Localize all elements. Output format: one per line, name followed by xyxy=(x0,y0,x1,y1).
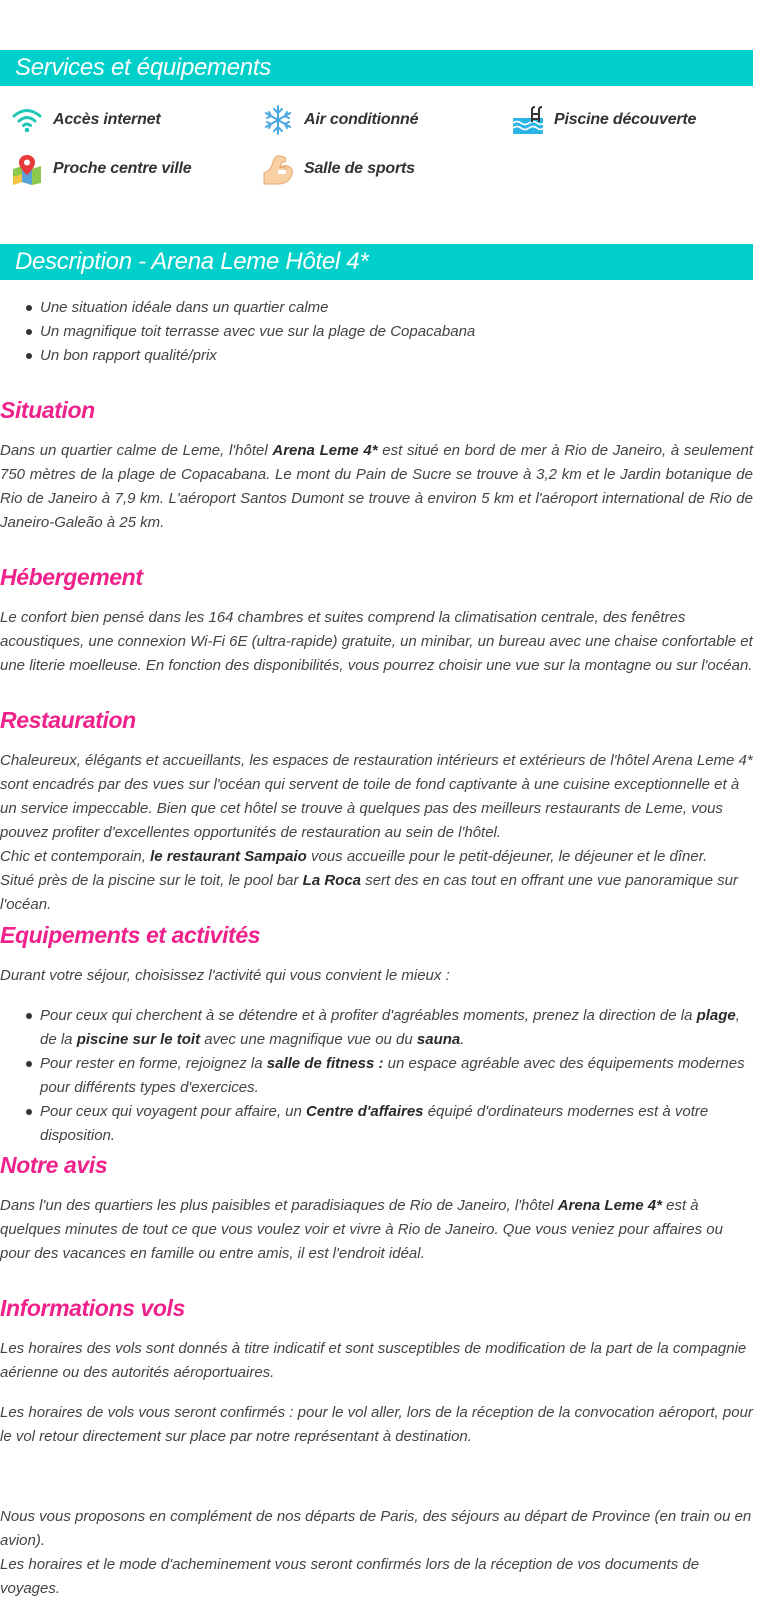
vols-paragraph-3: Nous vous proposons en complément de nos départs de Paris, des séjours au départ de Province (en train ou en avion). Les horaires et le mode d'acheminement vous seront confirmés lors de la réception de vos documents de voyages. xyxy=(0,1508,752,1597)
description-bullet-list xyxy=(0,296,758,368)
vols-heading: Informations vols xyxy=(0,1295,185,1321)
avis-paragraph: Dans l'un des quartiers les plus paisibles et paradisiaques de Rio de Janeiro, l'hôtel Arena Leme 4* est à quelques minutes de tout ce que vous voulez voir et vivre à Rio de Janeiro. Que vous veniez pour affaires ou pour des vacances en famille ou entre amis, il est l'endroit idéal. xyxy=(0,1197,723,1262)
equipements-bullet-list xyxy=(0,1004,758,1148)
wifi-icon xyxy=(11,104,43,136)
list-item: Pour ceux qui voyagent pour affaire, un Centre d'affaires équipé d'ordinateurs modernes est à votre disposition. xyxy=(40,1100,758,1148)
service-label: Air conditionné xyxy=(304,111,419,128)
list-item: Un magnifique toit terrasse avec vue sur la plage de Copacabana xyxy=(40,320,758,344)
list-item: Pour ceux qui cherchent à se détendre et à profiter d'agréables moments, prenez la direction de la plage, de la piscine sur le toit avec une magnifique vue ou du sauna. xyxy=(40,1004,758,1052)
vols-paragraph-1: Les horaires des vols sont donnés à titre indicatif et sont susceptibles de modification de la part de la compagnie aérienne ou des autorités aéroportuaires. xyxy=(0,1340,747,1381)
list-item: Une situation idéale dans un quartier calme xyxy=(40,296,758,320)
map-pin-icon xyxy=(11,153,43,185)
service-item-city-center xyxy=(11,153,192,185)
restauration-heading: Restauration xyxy=(0,707,136,733)
list-item: Pour rester en forme, rejoignez la salle de fitness : un espace agréable avec des équipements modernes pour différents types d'exercices. xyxy=(40,1052,758,1100)
service-label: Proche centre ville xyxy=(53,160,192,177)
list-item: Un bon rapport qualité/prix xyxy=(40,344,758,368)
equipements-heading: Equipements et activités xyxy=(0,922,261,948)
equipements-intro: Durant votre séjour, choisissez l'activité qui vous convient le mieux : xyxy=(0,967,450,984)
avis-heading: Notre avis xyxy=(0,1152,108,1178)
snowflake-icon xyxy=(262,104,294,136)
service-item-internet xyxy=(11,104,160,136)
situation-paragraph: Dans un quartier calme de Leme, l'hôtel Arena Leme 4* est situé en bord de mer à Rio de Janeiro, à seulement 750 mètres de la plage de Copacabana. Le mont du Pain de Sucre se trouve à 3,2 km et le Jardin botanique de Rio de Janeiro à 7,9 km. L'aéroport Santos Dumont se trouve à environ 5 km et l'aéroport international de Rio de Janeiro-Galeão à 25 km. xyxy=(0,442,754,531)
hebergement-paragraph: Le confort bien pensé dans les 164 chambres et suites comprend la climatisation centrale, des fenêtres acoustiques, une connexion Wi-Fi 6E (ultra-rapide) gratuite, un minibar, un bureau avec une chaise confortable et une literie moelleuse. En fonction des disponibilités, vous pourrez choisir une vue sur la montagne ou sur l'océan. xyxy=(0,609,753,674)
service-item-pool xyxy=(512,104,696,136)
vols-paragraph-2: Les horaires de vols vous seront confirmés : pour le vol aller, lors de la réception de la convocation aéroport, pour le vol retour directement sur place par notre représentant à destination. xyxy=(0,1404,753,1445)
hebergement-heading: Hébergement xyxy=(0,564,143,590)
service-label: Salle de sports xyxy=(304,160,415,177)
description-section-header: Description - Arena Leme Hôtel 4* xyxy=(0,244,753,280)
restauration-paragraph: Chaleureux, élégants et accueillants, les espaces de restauration intérieurs et extérieurs de l'hôtel Arena Leme 4* sont encadrés par des vues sur l'océan qui servent de toile de fond captivante à une cuisine exceptionnelle et à un service impeccable. Bien que cet hôtel se trouve à quelques pas des meilleurs restaurants de Leme, vous pouvez profiter d'excellentes opportunités de restauration au sein de l'hôtel. Chic et contemporain, le restaurant Sampaio vous accueille pour le petit-déjeuner, le déjeuner et le dîner. Situé près de la piscine sur le toit, le pool bar La Roca sert des en cas tout en offrant une vue panoramique sur l'océan. xyxy=(0,752,753,913)
muscle-icon xyxy=(262,153,294,185)
pool-icon xyxy=(512,104,544,136)
service-label: Accès internet xyxy=(53,111,161,128)
service-item-air-conditioning xyxy=(262,104,418,136)
service-item-gym xyxy=(262,153,415,185)
situation-heading: Situation xyxy=(0,397,95,423)
services-section-header: Services et équipements xyxy=(0,50,753,86)
service-label: Piscine découverte xyxy=(554,111,697,128)
